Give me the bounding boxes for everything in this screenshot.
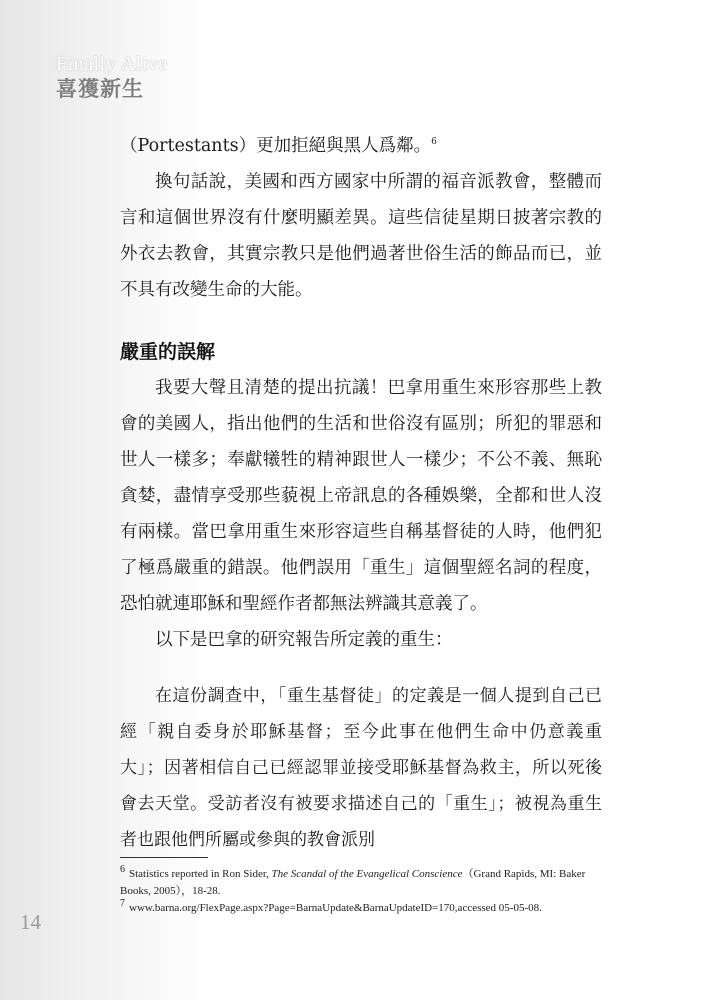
paragraph-1-text: （Portestants）更加拒絕與黑人爲鄰。 [120,136,432,156]
paragraph-3: 我要大聲且清楚的提出抗議！巴拿用重生來形容那些上教會的美國人，指出他們的生活和世俗沒有區別；所犯的罪惡和世人一樣多；奉獻犧牲的精神跟世人一樣少；不公不義、無恥貪婪，盡情享受那些藐視上帝訊息的各種娛樂，全都和世人沒有兩樣。當巴拿用重生來形容這些自稱基督徒的人時，他們犯了極爲嚴重的錯誤。他們誤用「重生」這個聖經名詞的程度，恐怕就連耶穌和聖經作者都無法辨識其意義了。 [120,378,602,614]
paragraph-1 [120,128,602,164]
book-title-chinese: 喜獲新生 [56,76,144,101]
page-number: 14 [20,910,41,934]
body-text [120,128,602,858]
book-title-english: Finally Alive [56,53,168,75]
running-header [56,54,168,99]
footnote-ref-6[interactable]: 6 [431,137,437,148]
footnote-6-book-title: The Scandal of the Evangelical Conscience [271,868,463,880]
footnote-6-number: 6 [120,864,125,876]
spacer [120,658,602,678]
footnote-6-text-post: （Grand Rapids, MI: Baker Books, 2005），18-28. [120,868,586,897]
block-quote: 在這份調查中，「重生基督徒」的定義是一個人提到自己已經「親自委身於耶穌基督；至今此事在他們生命中仍意義重大」；因著相信自己已經認罪並接受耶穌基督為救主，所以死後會去天堂。受訪者沒有被要求描述自己的「重生」；被視為重生者也跟他們所屬或參與的教會派別 [120,686,602,850]
footnote-7-url[interactable]: www.barna.org/FlexPage.aspx?Page=BarnaUpdate&BarnaUpdateID=170,accessed 05-05-08. [129,902,542,914]
footnotes [120,866,602,917]
footnote-6-text-pre: Statistics reported in Ron Sider, [129,868,272,880]
paragraph-2: 換句話說，美國和西方國家中所謂的福音派教會，整體而言和這個世界沒有什麼明顯差異。這些信徒星期日披著宗教的外衣去教會，其實宗教只是他們過著世俗生活的飾品而已，並不具有改變生命的大能。 [120,172,602,300]
paragraph-4: 以下是巴拿的研究報告所定義的重生： [155,630,453,650]
section-heading: 嚴重的誤解 [120,341,216,363]
footnote-divider [120,857,208,858]
footnote-7-number: 7 [120,898,125,910]
footnote-7 [120,900,602,917]
footnote-6 [120,866,602,900]
